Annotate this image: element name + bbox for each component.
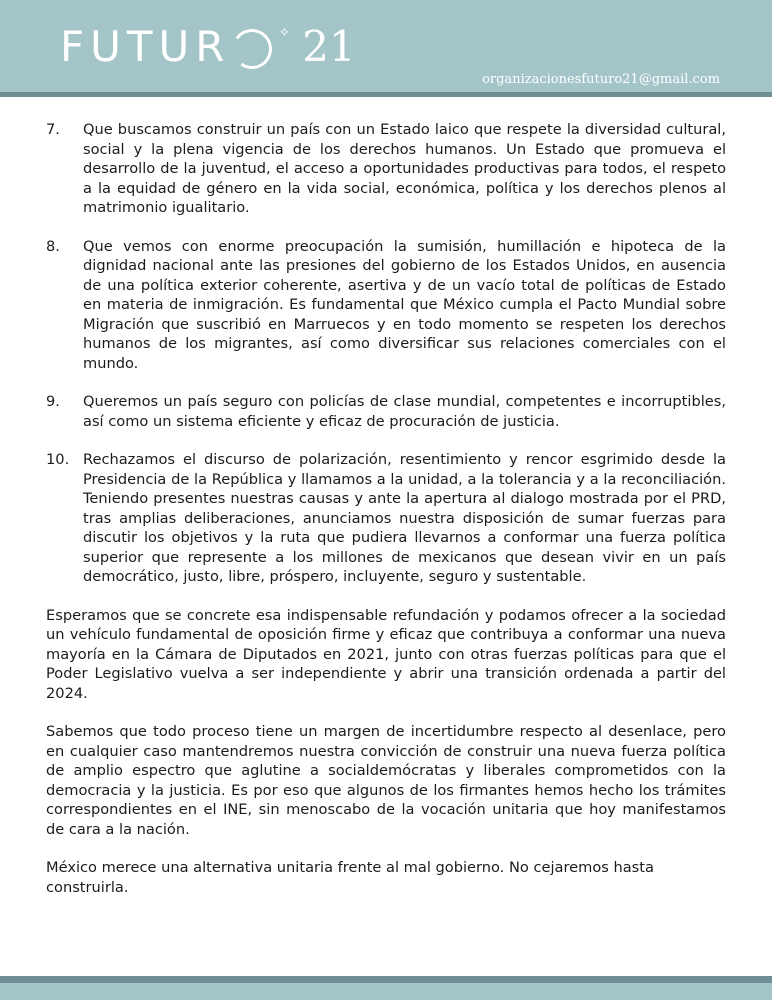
footer-band (0, 983, 772, 1000)
item-number: 10. (46, 451, 70, 468)
contact-email: organizacionesfuturo21@gmail.com (482, 72, 720, 87)
paragraph: Esperamos que se concrete esa indispensable refundación y podamos ofrecer a la sociedad un vehículo fundamental de oposición firme y eficaz que contribuya a conformar una nueva mayoría en la Cámara de Diputados en 2021, junto con otras fuerzas políticas para que el Poder Legislativo vuelva a ser independiente y abrir una transición ordenada a partir del 2024. (46, 606, 726, 702)
header-band (0, 0, 772, 92)
closing-paragraph: México merece una alternativa unitaria frente al mal gobierno. No cejaremos hasta construirla. (46, 859, 654, 896)
item-text: Que buscamos construir un país con un Estado laico que respete la diversidad cultural, social y la plena vigencia de los derechos humanos. Un Estado que promueva el desarrollo de la juventud, el acceso a oportunidades productivas para todos, el respeto a la equidad de género en la vida social, económica, política y los derechos plenos al matrimonio igualitario. (83, 121, 726, 216)
list-item (46, 450, 726, 587)
document-body (46, 120, 726, 916)
list-item (46, 237, 726, 374)
logo-word: FUTUR (60, 22, 231, 71)
item-number: 8. (46, 237, 60, 255)
item-text: Que vemos con enorme preocupación la sumisión, humillación e hipoteca de la dignidad nacional ante las presiones del gobierno de los Estados Unidos, en ausencia de una política exterior coherente, asertiva y de un vacío total de políticas de Estado en materia de inmigración. Es fundamental que México cumpla el Pacto Mundial sobre Migración que suscribió en Marruecos y en todo momento se respeten los derechos humanos de los migrantes, así como diversificar sus relaciones comerciales con el mundo. (83, 237, 726, 372)
list-item (46, 392, 726, 431)
header-rule (0, 92, 772, 97)
item-number: 9. (46, 393, 60, 410)
logo-o-ring (229, 26, 275, 72)
logo-number: 21 (302, 22, 356, 71)
sparkle-icon: ✧ (278, 25, 291, 41)
futuro21-logo (60, 22, 356, 72)
item-number: 7. (46, 121, 60, 138)
item-text: Queremos un país seguro con policías de clase mundial, competentes e incorruptibles, así como un sistema eficiente y eficaz de procuración de justicia. (83, 393, 726, 430)
footer-rule (0, 976, 772, 983)
list-item (46, 120, 726, 218)
paragraph: Sabemos que todo proceso tiene un margen de incertidumbre respecto al desenlace, pero en cualquier caso mantendremos nuestra convicción de construir una nueva fuerza política de amplio espectro que aglutine a socialdemócratas y liberales comprometidos con la democracia y la justicia. Es por eso que algunos de los firmantes hemos hecho los trámites correspondientes en el INE, sin menoscabo de la vocación unitaria que hoy manifestamos de cara a la nación. (46, 723, 726, 838)
item-text: Rechazamos el discurso de polarización, resentimiento y rencor esgrimido desde la Presidencia de la República y llamamos a la unidad, a la tolerancia y a la reconciliación. Teniendo presentes nuestras causas y ante la apertura al dialogo mostrada por el PRD, tras amplias deliberaciones, anunciamos nuestra disposición de sumar fuerzas para discutir los objetivos y la ruta que pudiera llevarnos a conformar una fuerza política superior que represente a los millones de mexicanos que desean vivir en un país democrático, justo, libre, próspero, incluyente, seguro y sustentable. (83, 451, 726, 585)
